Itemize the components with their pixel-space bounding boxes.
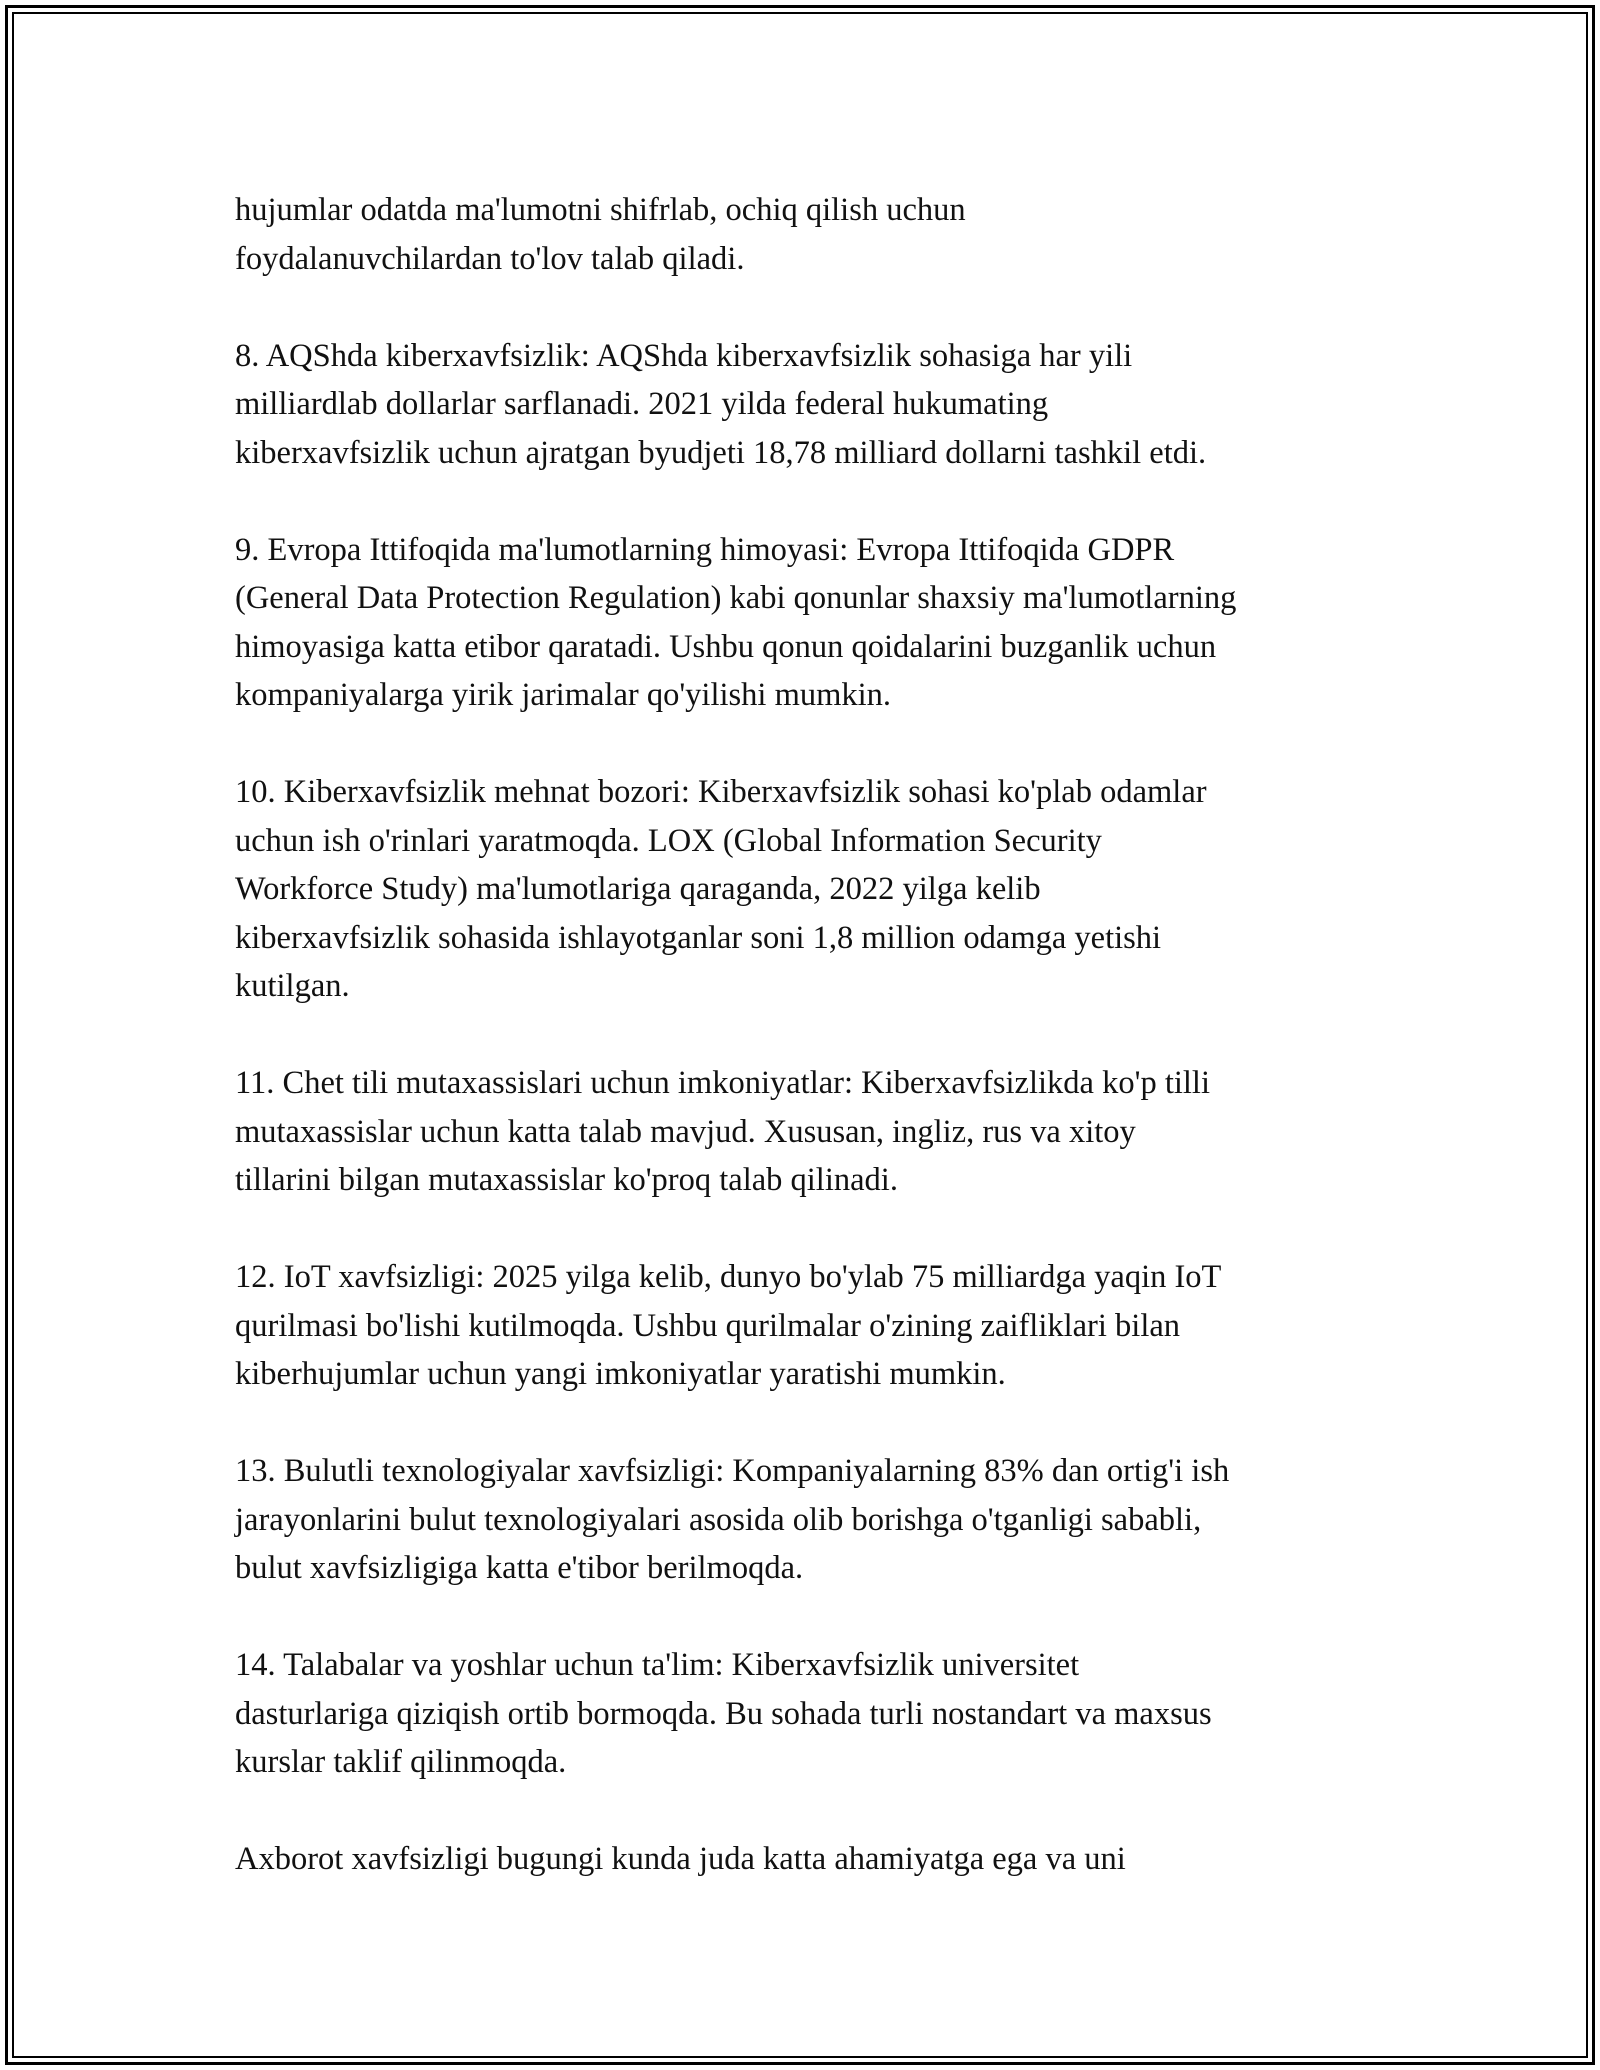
paragraph-item-9 [235, 526, 1385, 720]
text-line: hujumlar odatda ma'lumotni shifrlab, ochiq qilish uchun [235, 192, 966, 228]
text-line: 11. Chet tili mutaxassislari uchun imkoniyatlar: Kiberxavfsizlikda ko'p tilli [235, 1065, 1210, 1101]
text-line: mutaxassislar uchun katta talab mavjud. Xususan, ingliz, rus va xitoy [235, 1113, 1136, 1150]
text-line: 12. IoT xavfsizligi: 2025 yilga kelib, dunyo bo'ylab 75 milliardga yaqin IoT [235, 1259, 1222, 1295]
text-line: 10. Kiberxavfsizlik mehnat bozori: Kiberxavfsizlik sohasi ko'plab odamlar [235, 774, 1207, 810]
text-line: kiberhujumlar uchun yangi imkoniyatlar yaratishi mumkin. [235, 1356, 1006, 1392]
text-line: uchun ish o'rinlari yaratmoqda. LOX (Global Information Security [235, 822, 1102, 859]
text-line: himoyasiga katta etibor qaratadi. Ushbu qonun qoidalarini buzganlik uchun [235, 628, 1217, 665]
text-line: qurilmasi bo'lishi kutilmoqda. Ushbu qurilmalar o'zining zaifliklari bilan [235, 1307, 1181, 1344]
paragraph-item-14 [235, 1641, 1385, 1787]
text-line: kiberxavfsizlik sohasida ishlayotganlar soni 1,8 million odamga yetishi [235, 919, 1162, 956]
text-line: jarayonlarini bulut texnologiyalari asosida olib borishga o'tganligi sababli, [235, 1501, 1202, 1538]
paragraph-intro-continuation [235, 186, 1385, 283]
text-line: bulut xavfsizligiga katta e'tibor berilmoqda. [235, 1550, 804, 1586]
paragraph-item-11 [235, 1059, 1385, 1205]
text-line: 9. Evropa Ittifoqida ma'lumotlarning himoyasi: Evropa Ittifoqida GDPR [235, 531, 1175, 568]
text-line: kutilgan. [235, 968, 350, 1004]
text-line: milliardlab dollarlar sarflanadi. 2021 yilda federal hukumating [235, 386, 1049, 422]
text-line: kurslar taklif qilinmoqda. [235, 1744, 567, 1780]
paragraph-item-8 [235, 332, 1385, 478]
text-line: 14. Talabalar va yoshlar uchun ta'lim: Kiberxavfsizlik universitet [235, 1647, 1080, 1683]
text-line: Axborot xavfsizligi bugungi kunda juda katta ahamiyatga ega va uni [235, 1841, 1126, 1877]
paragraph-item-10 [235, 768, 1385, 1011]
text-line: dasturlariga qiziqish ortib bormoqda. Bu sohada turli nostandart va maxsus [235, 1695, 1212, 1732]
text-line: kompaniyalarga yirik jarimalar qo'yilishi mumkin. [235, 677, 892, 713]
paragraph-item-13 [235, 1447, 1385, 1593]
text-line: foydalanuvchilardan to'lov talab qiladi. [235, 240, 745, 277]
text-line: 13. Bulutli texnologiyalar xavfsizligi: Kompaniyalarning 83% dan ortig'i ish [235, 1453, 1230, 1489]
text-line: kiberxavfsizlik uchun ajratgan byudjeti 18,78 milliard dollarni tashkil etdi. [235, 434, 1207, 471]
text-line: 8. AQShda kiberxavfsizlik: AQShda kiberxavfsizlik sohasiga har yili [235, 337, 1133, 374]
text-line: (General Data Protection Regulation) kabi qonunlar shaxsiy ma'lumotlarning [235, 580, 1237, 616]
text-line: Workforce Study) ma'lumotlariga qaraganda, 2022 yilga kelib [235, 871, 1041, 907]
document-body [235, 186, 1385, 1932]
paragraph-item-12 [235, 1253, 1385, 1399]
paragraph-conclusion [235, 1835, 1385, 1884]
text-line: tillarini bilgan mutaxassislar ko'proq talab qilinadi. [235, 1162, 898, 1198]
